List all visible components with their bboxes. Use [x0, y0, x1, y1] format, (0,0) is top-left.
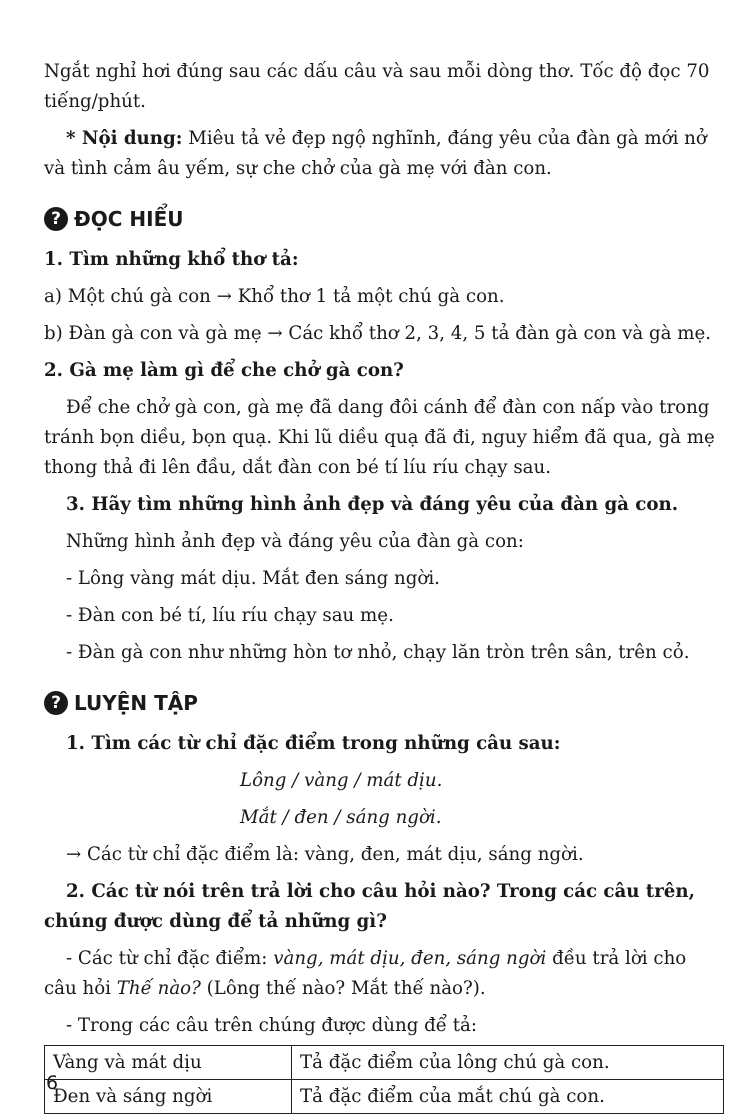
table-cell: Đen và sáng ngời: [45, 1080, 292, 1114]
table-cell: Tả đặc điểm của mắt chú gà con.: [292, 1080, 724, 1114]
table-row: [45, 1046, 724, 1080]
intro-reading-note: Ngắt nghỉ hơi đúng sau các dấu câu và sau mỗi dòng thơ. Tốc độ đọc 70 tiếng/phút.: [44, 61, 710, 112]
content-label: * Nội dung:: [66, 128, 183, 149]
doc-hieu-q1-b: b) Đàn gà con và gà mẹ → Các khổ thơ 2, 3, 4, 5 tả đàn gà con và gà mẹ.: [44, 323, 712, 344]
doc-hieu-heading: [44, 200, 724, 238]
list-item: - Lông vàng mát dịu. Mắt đen sáng ngời.: [66, 568, 440, 589]
doc-hieu-q2: 2. Gà mẹ làm gì để che chở gà con?: [44, 360, 404, 381]
list-item: - Đàn con bé tí, líu ríu chạy sau mẹ.: [66, 605, 394, 626]
page-number: 6: [46, 1072, 59, 1094]
table-cell: Tả đặc điểm của lông chú gà con.: [292, 1046, 724, 1080]
doc-hieu-q3-intro: Những hình ảnh đẹp và đáng yêu của đàn gà con:: [66, 531, 524, 552]
answer-question: Thế nào?: [116, 978, 201, 999]
luyen-tap-q2: 2. Các từ nói trên trả lời cho câu hỏi nào? Trong các câu trên, chúng được dùng để tả những gì?: [44, 881, 695, 932]
answer-text: đều trả lời cho câu hỏi: [44, 948, 687, 999]
example-sentence-1: Lông / vàng / mát dịu.: [240, 770, 443, 791]
luyen-tap-heading: [44, 684, 724, 722]
answer-words: vàng, mát dịu, đen, sáng ngời: [273, 948, 547, 969]
answer-text: (Lông thế nào? Mắt thế nào?).: [200, 978, 486, 999]
doc-hieu-q1-a: a) Một chú gà con → Khổ thơ 1 tả một chú gà con.: [44, 286, 505, 307]
doc-hieu-q3: 3. Hãy tìm những hình ảnh đẹp và đáng yêu của đàn gà con.: [66, 494, 679, 515]
luyen-tap-q1-answer: → Các từ chỉ đặc điểm là: vàng, đen, mát dịu, sáng ngời.: [66, 844, 584, 865]
doc-hieu-q1: 1. Tìm những khổ thơ tả:: [44, 249, 299, 270]
table-row: [45, 1080, 724, 1114]
doc-hieu-title: ĐỌC HIỂU: [74, 207, 184, 231]
question-circle-icon: ?: [44, 691, 68, 715]
example-sentence-2: Mắt / đen / sáng ngời.: [240, 807, 442, 828]
content-text: Miêu tả vẻ đẹp ngộ nghĩnh, đáng yêu của đàn gà mới nở và tình cảm âu yếm, sự che chở của gà mẹ với đàn con.: [44, 128, 707, 179]
question-circle-icon: ?: [44, 207, 68, 231]
doc-hieu-q2-answer: Để che chở gà con, gà mẹ đã dang đôi cánh để đàn con nấp vào trong tránh bọn diều, bọn quạ. Khi lũ diều quạ đã đi, nguy hiểm đã qua, gà mẹ thong thả đi lên đầu, dắt đàn con bé tí líu ríu chạy sau.: [44, 397, 715, 478]
page-content: [44, 57, 724, 1114]
list-item: - Đàn gà con như những hòn tơ nhỏ, chạy lăn tròn trên sân, trên cỏ.: [66, 642, 690, 663]
intro-content: [44, 124, 724, 184]
answer-table: [44, 1045, 724, 1114]
table-cell: Vàng và mát dịu: [45, 1046, 292, 1080]
luyen-tap-q2-answer-a: [44, 944, 724, 1004]
luyen-tap-title: LUYỆN TẬP: [74, 691, 198, 715]
luyen-tap-q2-answer-b: - Trong các câu trên chúng được dùng để tả:: [66, 1015, 478, 1036]
answer-text: - Các từ chỉ đặc điểm:: [66, 948, 274, 969]
luyen-tap-q1: 1. Tìm các từ chỉ đặc điểm trong những câu sau:: [66, 733, 561, 754]
